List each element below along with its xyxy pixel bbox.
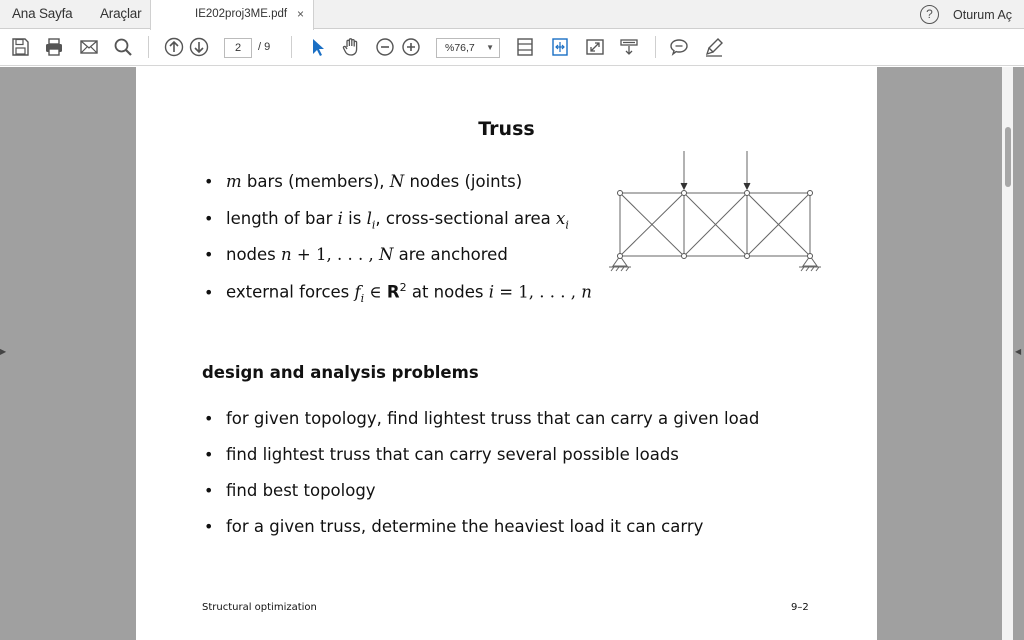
page-up-icon[interactable]	[163, 36, 185, 58]
document-viewer	[0, 67, 1024, 640]
bullet-item: • nodes n + 1, . . . , N are anchored	[204, 245, 508, 264]
toolbar	[0, 30, 1024, 66]
footer-title: Structural optimization	[202, 602, 317, 613]
bullet-item: • length of bar i is $l_i$, cross-sectional area $x_i$	[204, 209, 569, 231]
document-tab-title: IE202proj3ME.pdf	[195, 8, 288, 20]
pdf-page	[136, 67, 877, 640]
bullet-item: • find lightest truss that can carry several possible loads	[204, 445, 679, 464]
save-icon[interactable]	[9, 36, 31, 58]
bullet-item: • external forces $f_i$ ∈ $R^2$ at nodes i = 1, . . . , n	[204, 281, 592, 305]
scrollbar-thumb[interactable]	[1005, 127, 1011, 187]
slide-title: Truss	[478, 118, 535, 140]
vertical-scrollbar[interactable]	[1002, 67, 1013, 640]
document-tab[interactable]	[150, 0, 314, 30]
close-tab-icon[interactable]: ×	[297, 7, 305, 21]
section-heading: design and analysis problems	[202, 363, 479, 382]
menu-home[interactable]: Ana Sayfa	[12, 6, 73, 21]
fullscreen-icon[interactable]	[584, 36, 606, 58]
truss-diagram	[606, 151, 831, 276]
search-icon[interactable]	[112, 36, 134, 58]
fit-width-icon[interactable]	[549, 36, 571, 58]
bullet-item: • find best topology	[204, 481, 376, 500]
page-number-input[interactable]: 2	[224, 38, 252, 58]
select-tool-icon[interactable]	[307, 36, 329, 58]
hand-tool-icon[interactable]	[340, 36, 362, 58]
bullet-item: • m bars (members), N nodes (joints)	[204, 172, 522, 191]
zoom-in-icon[interactable]	[400, 36, 422, 58]
read-mode-icon[interactable]	[618, 36, 640, 58]
zoom-select[interactable]	[436, 38, 500, 58]
comment-icon[interactable]	[668, 36, 690, 58]
bullet-item: • for a given truss, determine the heaviest load it can carry	[204, 517, 703, 536]
highlight-icon[interactable]	[703, 36, 725, 58]
sign-in-button[interactable]: Oturum Aç	[953, 8, 1013, 22]
chevron-down-icon: ▼	[486, 43, 494, 52]
fit-page-icon[interactable]	[514, 36, 536, 58]
email-icon[interactable]	[78, 36, 100, 58]
help-icon[interactable]: ?	[920, 5, 939, 24]
footer-page-number: 9–2	[791, 602, 809, 613]
zoom-out-icon[interactable]	[374, 36, 396, 58]
menu-tools[interactable]: Araçlar	[100, 6, 142, 21]
expand-left-panel-icon[interactable]: ▶	[0, 347, 7, 356]
print-icon[interactable]	[43, 36, 65, 58]
page-down-icon[interactable]	[188, 36, 210, 58]
bullet-item: • for given topology, find lightest truss that can carry a given load	[204, 409, 759, 428]
expand-right-panel-icon[interactable]: ◀	[1015, 347, 1022, 356]
zoom-value: %76,7	[445, 42, 475, 54]
menu-bar	[0, 0, 1024, 29]
page-total: / 9	[258, 41, 271, 53]
